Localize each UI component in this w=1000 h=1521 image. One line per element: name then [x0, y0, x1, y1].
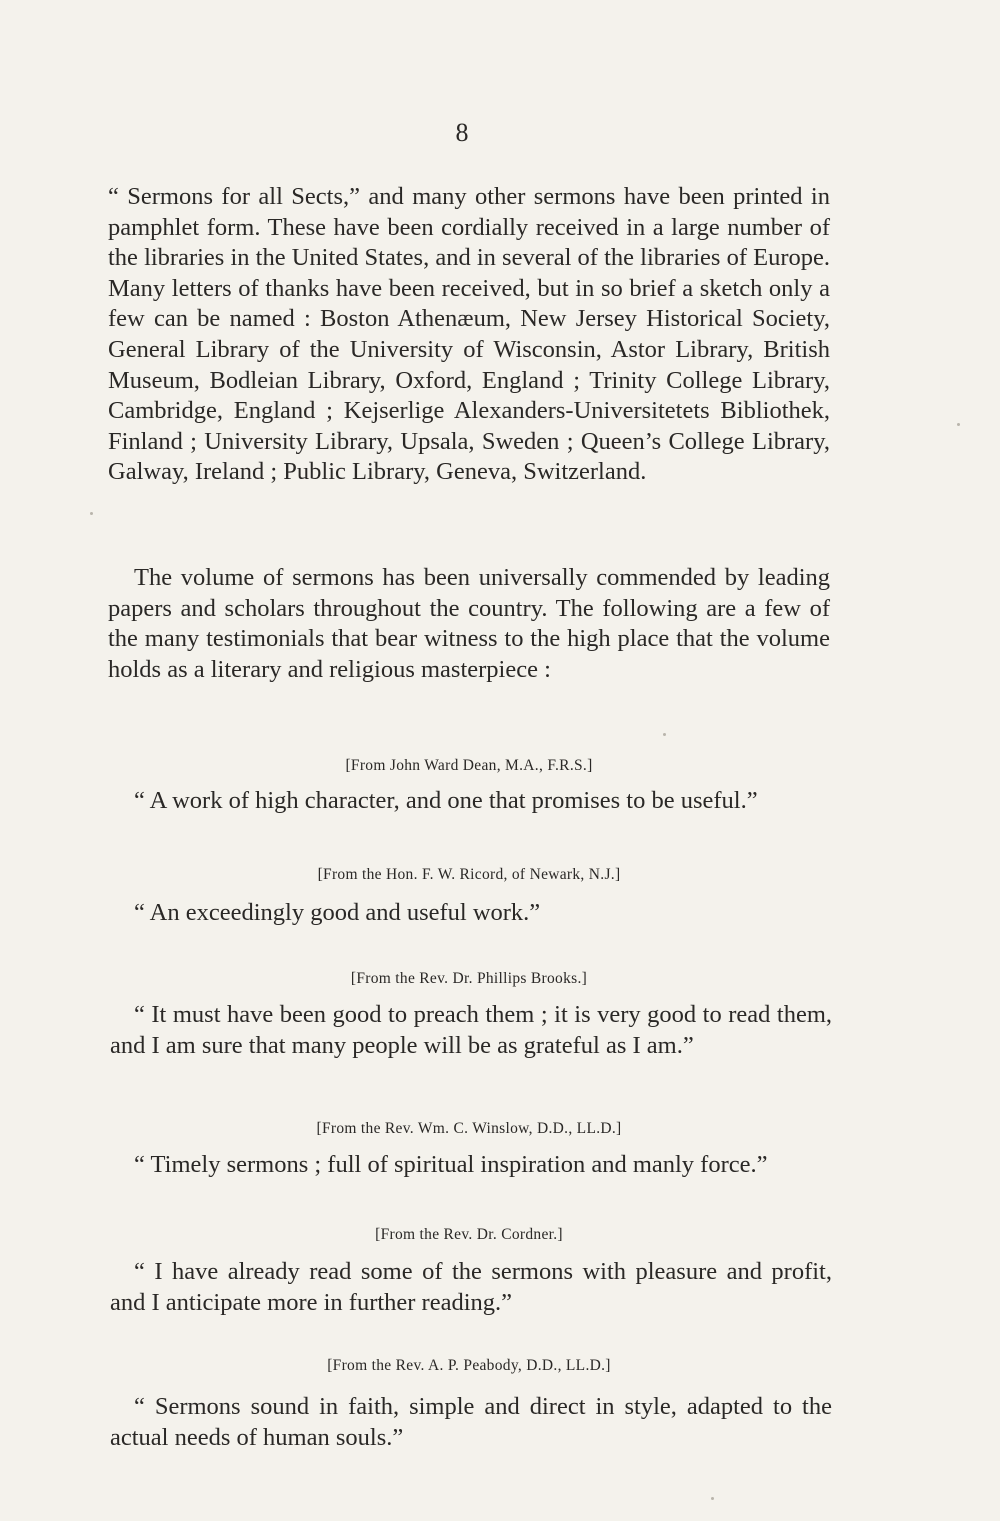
testimonial-source-brooks: [From the Rev. Dr. Phillips Brooks.]	[350, 970, 588, 987]
testimonial-source-peabody: [From the Rev. A. P. Peabody, D.D., LL.D.]	[327, 1357, 611, 1374]
testimonial-quote-peabody: “ Sermons sound in faith, simple and direct in style, adapted to the actual needs of human souls.”	[110, 1393, 832, 1451]
testimonial-quote-brooks: “ It must have been good to preach them ; it is very good to read them, and I am sure that many people will be as grateful as I am.”	[110, 1001, 832, 1059]
testimonial-source-ricord: [From the Hon. F. W. Ricord, of Newark, N.J.]	[317, 866, 621, 883]
testimonial-source-dean: [From John Ward Dean, M.A., F.R.S.]	[345, 757, 593, 774]
paper-speck	[957, 423, 960, 426]
paragraph-volume-commended: The volume of sermons has been universally commended by leading papers and scholars throughout the country. The following are a few of the many testimonials that bear witness to the high place that the volume holds as a literary and religious masterpiece :	[108, 564, 830, 683]
paper-speck	[663, 733, 666, 736]
paper-speck	[90, 512, 93, 515]
testimonial-source-cordner: [From the Rev. Dr. Cordner.]	[375, 1226, 563, 1243]
testimonial-quote-dean: “ A work of high character, and one that promises to be useful.”	[134, 787, 758, 814]
testimonial-quote-winslow: “ Timely sermons ; full of spiritual inspiration and manly force.”	[134, 1151, 768, 1178]
testimonial-quote-cordner: “ I have already read some of the sermons with pleasure and profit, and I anticipate more in further reading.”	[110, 1258, 832, 1316]
paragraph-libraries: “ Sermons for all Sects,” and many other sermons have been printed in pamphlet form. These have been cordially received in a large number of the libraries in the United States, and in several of the libraries of Europe. Many letters of thanks have been received, but in so brief a sketch only a few can be named : Boston Athenæum, New Jersey Historical Society, General Library of the University of Wisconsin, Astor Library, British Museum, Bodleian Library, Oxford, England ; Trinity College Library, Cambridge, England ; Kejserlige Alexanders-Universitetets Bibliothek, Finland ; University Library, Upsala, Sweden ; Queen’s College Library, Galway, Ireland ; Public Library, Geneva, Switzerland.	[108, 183, 830, 486]
testimonial-source-winslow: [From the Rev. Wm. C. Winslow, D.D., LL.D.]	[316, 1120, 622, 1137]
paper-speck	[711, 1497, 714, 1500]
page-number: 8	[455, 118, 470, 147]
testimonial-quote-ricord: “ An exceedingly good and useful work.”	[134, 899, 541, 926]
